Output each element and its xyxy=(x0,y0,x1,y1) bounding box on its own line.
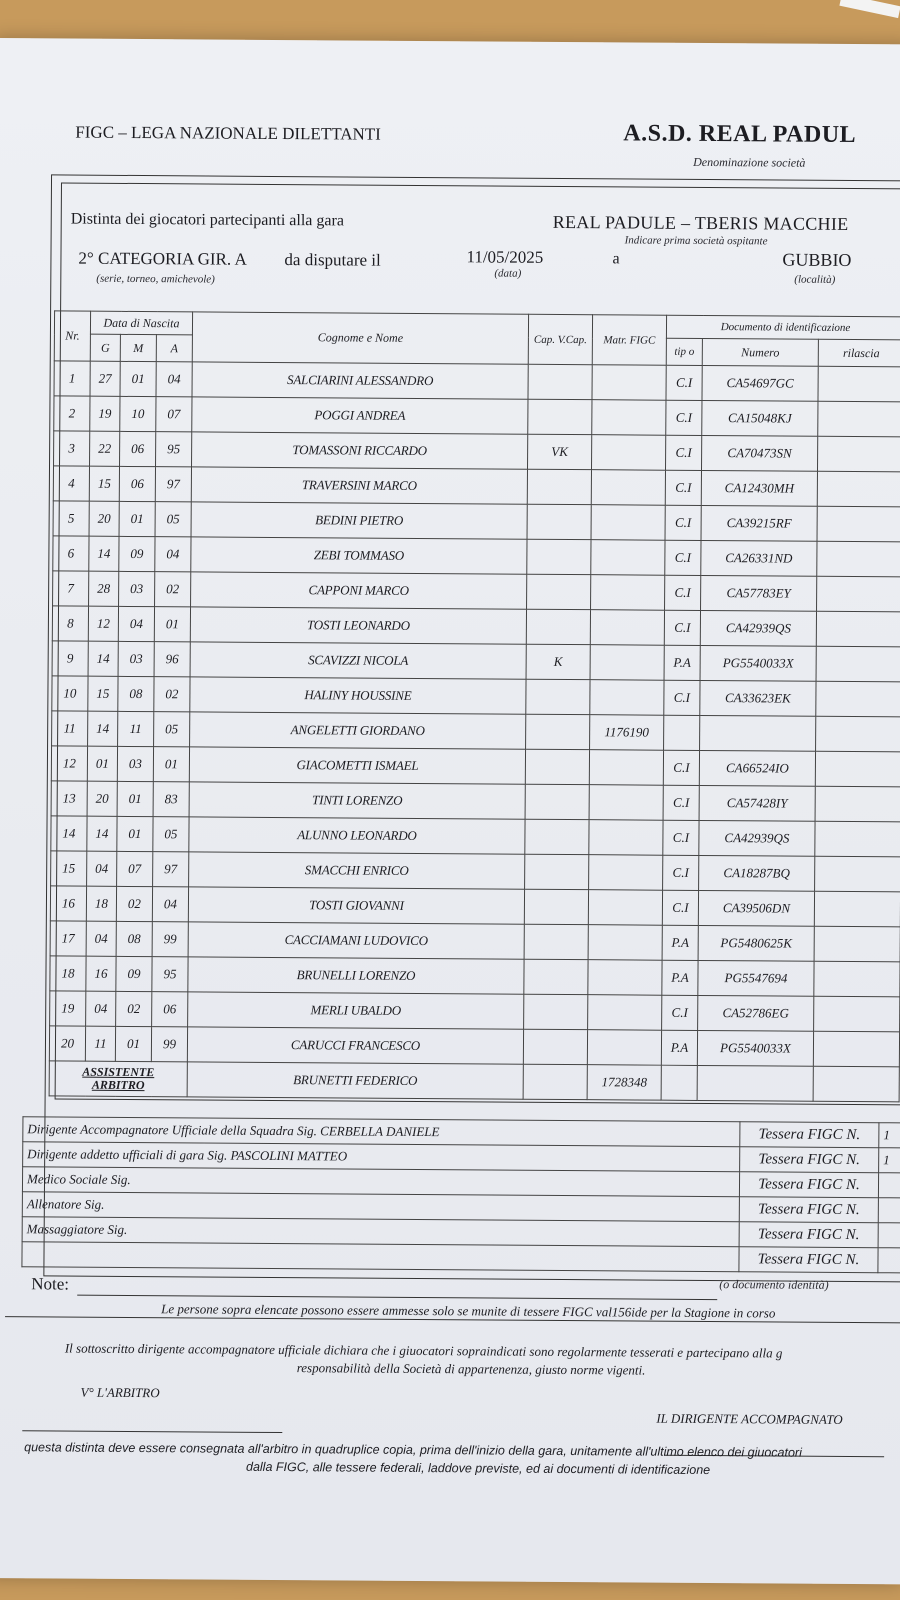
player-cap-cell xyxy=(526,714,590,749)
player-name-cell: CAPPONI MARCO xyxy=(191,572,527,609)
player-row xyxy=(50,956,900,997)
staff-role-label: Massaggiatore Sig. xyxy=(22,1217,739,1247)
player-rilascio-cell xyxy=(813,1031,899,1067)
header-cap: Cap. V.Cap. xyxy=(528,314,592,364)
player-rilascio-cell xyxy=(815,856,900,892)
player-g-cell: 27 xyxy=(90,361,120,396)
staff-tessera-number xyxy=(878,1173,900,1198)
player-row xyxy=(51,746,900,787)
player-g-cell: 14 xyxy=(88,641,118,676)
player-numero-cell: CA57783EY xyxy=(701,575,817,611)
header-nr: Nr. xyxy=(54,311,90,361)
player-a-cell: 06 xyxy=(152,992,188,1027)
player-a-cell: 05 xyxy=(153,817,189,852)
player-g-cell: 19 xyxy=(90,396,120,431)
player-m-cell: 10 xyxy=(120,396,156,431)
player-cap-cell xyxy=(525,749,589,784)
player-a-cell: 95 xyxy=(152,957,188,992)
assistant-label-1: ASSISTENTE xyxy=(82,1064,155,1080)
player-numero-cell xyxy=(700,715,816,751)
header-matr: Matr. FIGC xyxy=(592,315,666,366)
player-nr-cell: 19 xyxy=(50,991,86,1026)
staff-tessera-number xyxy=(878,1248,900,1273)
player-a-cell: 07 xyxy=(156,397,192,432)
player-nr-cell: 16 xyxy=(50,886,86,921)
player-m-cell: 08 xyxy=(118,676,154,711)
player-cap-cell: VK xyxy=(528,434,592,469)
player-numero-cell: CA52786EG xyxy=(698,995,814,1031)
player-a-cell: 99 xyxy=(152,922,188,957)
declaration-line-1: Il sottoscritto dirigente accompagnatore ufficiale dichiara che i giuocatori sopraindicati sono regolarmente tesserati e partecipano alla g xyxy=(64,1340,783,1361)
player-name-cell: SMACCHI ENRICO xyxy=(189,852,525,889)
player-numero-cell: CA57428IY xyxy=(699,785,815,821)
player-tipo-cell: C.I xyxy=(664,680,700,715)
club-caption: Denominazione società xyxy=(693,154,806,170)
player-m-cell: 01 xyxy=(115,1026,151,1061)
player-m-cell: 01 xyxy=(117,816,153,851)
paper-corner xyxy=(839,0,900,18)
player-cap-cell xyxy=(524,994,588,1029)
assistant-cap xyxy=(523,1064,587,1099)
player-m-cell: 09 xyxy=(119,536,155,571)
player-row xyxy=(53,536,900,577)
player-rilascio-cell xyxy=(816,681,900,717)
player-g-cell: 28 xyxy=(89,571,119,606)
date-caption: (data) xyxy=(494,267,522,280)
staff-tessera-number: 1 xyxy=(879,1148,900,1173)
staff-tessera-label: Tessera FIGC N. xyxy=(739,1222,878,1248)
player-matr-cell xyxy=(588,890,662,926)
player-row xyxy=(53,571,900,612)
player-nr-cell: 4 xyxy=(53,466,89,501)
player-m-cell: 02 xyxy=(116,991,152,1026)
player-tipo-cell: P.A xyxy=(664,645,700,680)
player-m-cell: 08 xyxy=(116,921,152,956)
player-rilascio-cell xyxy=(816,611,900,647)
player-a-cell: 04 xyxy=(155,537,191,572)
player-numero-cell: CA54697GC xyxy=(702,365,818,401)
player-tipo-cell: C.I xyxy=(665,505,701,540)
assistant-rilascio xyxy=(813,1066,899,1102)
player-rilascio-cell xyxy=(816,716,900,752)
match-date: 11/05/2025 xyxy=(466,247,544,267)
player-matr-cell xyxy=(592,365,666,401)
player-rilascio-cell xyxy=(814,926,900,962)
header-name: Cognome e Nome xyxy=(192,312,528,364)
player-tipo-cell: P.A xyxy=(661,1030,697,1065)
player-a-cell: 97 xyxy=(153,852,189,887)
assistant-label xyxy=(49,1061,187,1097)
player-matr-cell xyxy=(589,785,663,821)
player-name-cell: TOSTI LEONARDO xyxy=(190,607,526,644)
player-matr-cell xyxy=(590,680,664,716)
player-nr-cell: 3 xyxy=(54,431,90,466)
player-tipo-cell: C.I xyxy=(665,470,701,505)
player-nr-cell: 2 xyxy=(54,396,90,431)
player-tipo-cell xyxy=(664,715,700,750)
header-m: M xyxy=(120,334,156,361)
player-g-cell: 15 xyxy=(89,466,119,501)
player-matr-cell xyxy=(591,505,665,541)
player-row xyxy=(50,886,900,927)
staff-role-label: Allenatore Sig. xyxy=(22,1192,739,1222)
staff-role-label: Dirigente addetto ufficiali di gara Sig. PASCOLINI MATTEO xyxy=(23,1142,740,1172)
player-nr-cell: 14 xyxy=(51,816,87,851)
location-caption: (località) xyxy=(794,273,836,286)
player-numero-cell: CA70473SN xyxy=(701,435,817,471)
player-nr-cell: 10 xyxy=(52,676,88,711)
player-g-cell: 14 xyxy=(89,536,119,571)
player-a-cell: 02 xyxy=(155,572,191,607)
staff-tessera-label: Tessera FIGC N. xyxy=(739,1197,878,1223)
player-numero-cell: PG5480625K xyxy=(698,925,814,961)
player-g-cell: 14 xyxy=(88,711,118,746)
player-tipo-cell: C.I xyxy=(663,820,699,855)
player-numero-cell: PG5540033X xyxy=(700,645,816,681)
note-label: Note: xyxy=(31,1274,70,1294)
assistant-tipo xyxy=(661,1065,697,1100)
player-matr-cell xyxy=(590,645,664,681)
player-cap-cell xyxy=(524,889,588,924)
player-g-cell: 11 xyxy=(85,1026,115,1061)
player-g-cell: 15 xyxy=(88,676,118,711)
player-matr-cell xyxy=(591,575,665,611)
persons-notice: Le persone sopra elencate possono essere ammesse solo se munite di tessere FIGC val156ide per la Stagione in corso xyxy=(161,1301,776,1321)
player-nr-cell: 5 xyxy=(53,501,89,536)
category: 2° CATEGORIA GIR. A xyxy=(78,248,247,269)
player-matr-cell xyxy=(588,960,662,996)
dirigente-signature-label: IL DIRIGENTE ACCOMPAGNATO xyxy=(656,1410,843,1427)
player-numero-cell: CA12430MH xyxy=(701,470,817,506)
player-m-cell: 01 xyxy=(120,361,156,396)
player-rilascio-cell xyxy=(817,541,900,577)
player-name-cell: CACCIAMANI LUDOVICO xyxy=(188,922,524,959)
player-m-cell: 07 xyxy=(117,851,153,886)
assistant-matr: 1728348 xyxy=(587,1065,661,1101)
player-tipo-cell: C.I xyxy=(665,575,701,610)
header-tipo: tip o xyxy=(666,338,702,365)
player-name-cell: SCAVIZZI NICOLA xyxy=(190,642,526,679)
club-name: A.S.D. REAL PADUL xyxy=(623,120,857,149)
player-cap-cell xyxy=(528,364,592,399)
player-matr-cell xyxy=(588,925,662,961)
category-caption: (serie, torneo, amichevole) xyxy=(96,272,215,286)
player-g-cell: 04 xyxy=(86,991,116,1026)
player-nr-cell: 8 xyxy=(52,606,88,641)
player-row xyxy=(53,501,900,542)
note-line xyxy=(77,1295,717,1300)
player-numero-cell: PG5547694 xyxy=(698,960,814,996)
player-name-cell: ZEBI TOMMASO xyxy=(191,537,527,574)
player-a-cell: 04 xyxy=(152,887,188,922)
player-row xyxy=(54,361,900,402)
player-name-cell: BRUNELLI LORENZO xyxy=(188,957,524,994)
player-g-cell: 20 xyxy=(87,781,117,816)
player-name-cell: POGGI ANDREA xyxy=(192,397,528,434)
player-m-cell: 04 xyxy=(118,606,154,641)
doc-identity-caption: (o documento identità) xyxy=(719,1277,829,1292)
declaration-line-2: responsabilità della Società di appartenenza, giusto norme vigenti. xyxy=(296,1360,646,1378)
player-tipo-cell: P.A xyxy=(662,960,698,995)
player-m-cell: 03 xyxy=(119,571,155,606)
player-name-cell: GIACOMETTI ISMAEL xyxy=(189,747,525,784)
player-name-cell: TOMASSONI RICCARDO xyxy=(192,432,528,469)
player-matr-cell xyxy=(587,1030,661,1066)
player-rilascio-cell xyxy=(817,436,900,472)
player-matr-cell xyxy=(591,470,665,506)
staff-body xyxy=(22,1117,900,1273)
player-numero-cell: CA15048KJ xyxy=(702,400,818,436)
player-cap-cell xyxy=(523,1029,587,1064)
header-birth: Data di Nascita xyxy=(90,311,192,335)
assistant-label-2: ARBITRO xyxy=(91,1077,145,1093)
player-tipo-cell: C.I xyxy=(666,365,702,400)
player-m-cell: 01 xyxy=(119,501,155,536)
player-nr-cell: 9 xyxy=(52,641,88,676)
player-numero-cell: CA26331ND xyxy=(701,540,817,576)
staff-role-label: Dirigente Accompagnatore Ufficiale della Squadra Sig. CERBELLA DANIELE xyxy=(23,1117,740,1147)
player-rilascio-cell xyxy=(816,646,900,682)
player-rilascio-cell xyxy=(815,751,900,787)
instructions-line-2: dalla FIGC, alle tessere federali, laddove previste, ed ai documenti di identificazione xyxy=(245,1459,711,1478)
player-rilascio-cell xyxy=(814,891,900,927)
player-rilascio-cell xyxy=(814,961,900,997)
arbitro-signature-line xyxy=(22,1430,282,1433)
player-row xyxy=(52,641,900,682)
player-numero-cell: CA18287BQ xyxy=(699,855,815,891)
roster-body xyxy=(49,361,900,1067)
player-name-cell: HALINY HOUSSINE xyxy=(190,677,526,714)
da-disputare: da disputare il xyxy=(284,250,381,270)
staff-tessera-number: 1 xyxy=(879,1123,900,1148)
player-a-cell: 01 xyxy=(153,747,189,782)
player-g-cell: 01 xyxy=(87,746,117,781)
player-matr-cell xyxy=(592,400,666,436)
player-a-cell: 05 xyxy=(154,712,190,747)
player-g-cell: 04 xyxy=(86,921,116,956)
player-row xyxy=(54,431,900,472)
player-tipo-cell: C.I xyxy=(663,750,699,785)
player-name-cell: CARUCCI FRANCESCO xyxy=(187,1027,523,1064)
player-row xyxy=(53,466,900,507)
player-cap-cell xyxy=(527,504,591,539)
assistant-numero xyxy=(697,1065,813,1101)
player-cap-cell xyxy=(524,959,588,994)
player-numero-cell: CA42939QS xyxy=(699,820,815,856)
player-cap-cell xyxy=(525,854,589,889)
a-label: a xyxy=(612,250,620,268)
player-tipo-cell: C.I xyxy=(662,995,698,1030)
player-cap-cell xyxy=(526,609,590,644)
player-nr-cell: 17 xyxy=(50,921,86,956)
player-nr-cell: 7 xyxy=(53,571,89,606)
player-row xyxy=(51,851,900,892)
match-roster-sheet xyxy=(0,38,900,1584)
player-g-cell: 14 xyxy=(87,816,117,851)
header-rilascio: rilascia xyxy=(818,339,900,367)
player-name-cell: MERLI UBALDO xyxy=(188,992,524,1029)
player-nr-cell: 18 xyxy=(50,956,86,991)
player-rilascio-cell xyxy=(818,401,900,437)
player-row xyxy=(49,1026,899,1067)
player-nr-cell: 15 xyxy=(51,851,87,886)
player-tipo-cell: P.A xyxy=(662,925,698,960)
player-rilascio-cell xyxy=(815,786,900,822)
player-name-cell: TINTI LORENZO xyxy=(189,782,525,819)
assistant-name: BRUNETTI FEDERICO xyxy=(187,1062,523,1099)
header-a: A xyxy=(156,335,192,362)
player-rilascio-cell xyxy=(814,996,900,1032)
player-m-cell: 03 xyxy=(117,746,153,781)
player-a-cell: 02 xyxy=(154,677,190,712)
player-cap-cell xyxy=(527,574,591,609)
player-m-cell: 03 xyxy=(118,641,154,676)
player-g-cell: 18 xyxy=(86,886,116,921)
player-numero-cell: CA39506DN xyxy=(698,890,814,926)
player-numero-cell: CA33623EK xyxy=(700,680,816,716)
player-rilascio-cell xyxy=(817,471,900,507)
player-nr-cell: 13 xyxy=(51,781,87,816)
player-g-cell: 04 xyxy=(87,851,117,886)
player-row xyxy=(52,606,900,647)
player-row xyxy=(51,781,900,822)
staff-tessera-number xyxy=(878,1223,900,1248)
player-cap-cell xyxy=(525,819,589,854)
player-numero-cell: CA39215RF xyxy=(701,505,817,541)
teams-caption: Indicare prima società ospitante xyxy=(624,234,768,248)
player-name-cell: ALUNNO LEONARDO xyxy=(189,817,525,854)
player-rilascio-cell xyxy=(818,366,900,402)
player-m-cell: 06 xyxy=(119,466,155,501)
match-teams: REAL PADULE – TBERIS MACCHIE xyxy=(552,211,849,234)
staff-tessera-label: Tessera FIGC N. xyxy=(740,1147,879,1173)
player-tipo-cell: C.I xyxy=(663,855,699,890)
staff-role-label: Medico Sociale Sig. xyxy=(22,1167,739,1197)
roster-table xyxy=(49,310,900,1102)
player-a-cell: 95 xyxy=(156,432,192,467)
player-row xyxy=(51,816,900,857)
header-g: G xyxy=(90,334,120,361)
player-cap-cell xyxy=(526,679,590,714)
player-cap-cell xyxy=(528,399,592,434)
player-matr-cell xyxy=(588,995,662,1031)
player-cap-cell xyxy=(527,469,591,504)
player-matr-cell: 1176190 xyxy=(590,715,664,751)
player-a-cell: 83 xyxy=(153,782,189,817)
player-rilascio-cell xyxy=(817,576,900,612)
player-nr-cell: 6 xyxy=(53,536,89,571)
player-nr-cell: 12 xyxy=(51,746,87,781)
player-row xyxy=(50,991,900,1032)
player-a-cell: 05 xyxy=(155,502,191,537)
player-name-cell: TRAVERSINI MARCO xyxy=(191,467,527,504)
league-title: FIGC – LEGA NAZIONALE DILETTANTI xyxy=(75,122,381,144)
player-row xyxy=(50,921,900,962)
player-tipo-cell: C.I xyxy=(666,400,702,435)
instructions-line-1: questa distinta deve essere consegnata all'arbitro in quadruplice copia, prima dell'inizio della gara, unitamente all'ultimo elenco dei giuocatori xyxy=(24,1440,802,1460)
player-a-cell: 97 xyxy=(155,467,191,502)
distinta-label: Distinta dei giocatori partecipanti alla gara xyxy=(70,210,345,230)
header-numero: Numero xyxy=(702,338,818,366)
player-m-cell: 11 xyxy=(118,711,154,746)
player-cap-cell xyxy=(524,924,588,959)
player-matr-cell xyxy=(589,855,663,891)
player-rilascio-cell xyxy=(817,506,900,542)
player-a-cell: 99 xyxy=(151,1027,187,1062)
player-nr-cell: 20 xyxy=(49,1026,85,1061)
player-name-cell: SALCIARINI ALESSANDRO xyxy=(192,362,528,399)
match-location: GUBBIO xyxy=(782,249,852,270)
player-name-cell: BEDINI PIETRO xyxy=(191,502,527,539)
player-m-cell: 02 xyxy=(116,886,152,921)
player-cap-cell: K xyxy=(526,644,590,679)
staff-tessera-label: Tessera FIGC N. xyxy=(739,1172,878,1198)
staff-role-label xyxy=(22,1242,739,1272)
player-a-cell: 04 xyxy=(156,362,192,397)
arbitro-signature-label: V° L'ARBITRO xyxy=(80,1384,160,1401)
player-row xyxy=(52,676,900,717)
player-m-cell: 09 xyxy=(116,956,152,991)
player-nr-cell: 1 xyxy=(54,361,90,396)
player-matr-cell xyxy=(591,540,665,576)
player-tipo-cell: C.I xyxy=(665,540,701,575)
player-numero-cell: PG5540033X xyxy=(697,1030,813,1066)
player-name-cell: ANGELETTI GIORDANO xyxy=(190,712,526,749)
staff-tessera-label: Tessera FIGC N. xyxy=(739,1247,878,1273)
player-tipo-cell: C.I xyxy=(664,610,700,645)
player-m-cell: 01 xyxy=(117,781,153,816)
player-g-cell: 20 xyxy=(89,501,119,536)
player-a-cell: 01 xyxy=(154,607,190,642)
player-tipo-cell: C.I xyxy=(665,435,701,470)
player-matr-cell xyxy=(589,750,663,786)
player-g-cell: 16 xyxy=(86,956,116,991)
player-cap-cell xyxy=(525,784,589,819)
header-doc: Documento di identificazione xyxy=(666,315,900,340)
player-matr-cell xyxy=(590,610,664,646)
player-matr-cell xyxy=(592,435,666,471)
staff-table xyxy=(21,1116,900,1273)
player-tipo-cell: C.I xyxy=(663,785,699,820)
staff-tessera-number xyxy=(878,1198,900,1223)
player-cap-cell xyxy=(527,539,591,574)
player-tipo-cell: C.I xyxy=(662,890,698,925)
staff-tessera-label: Tessera FIGC N. xyxy=(740,1122,879,1148)
player-row xyxy=(54,396,900,437)
player-numero-cell: CA66524IO xyxy=(699,750,815,786)
player-a-cell: 96 xyxy=(154,642,190,677)
player-matr-cell xyxy=(589,820,663,856)
player-g-cell: 12 xyxy=(88,606,118,641)
player-g-cell: 22 xyxy=(90,431,120,466)
player-m-cell: 06 xyxy=(120,431,156,466)
player-row xyxy=(52,711,900,752)
player-name-cell: TOSTI GIOVANNI xyxy=(188,887,524,924)
player-numero-cell: CA42939QS xyxy=(700,610,816,646)
player-nr-cell: 11 xyxy=(52,711,88,746)
player-rilascio-cell xyxy=(815,821,900,857)
